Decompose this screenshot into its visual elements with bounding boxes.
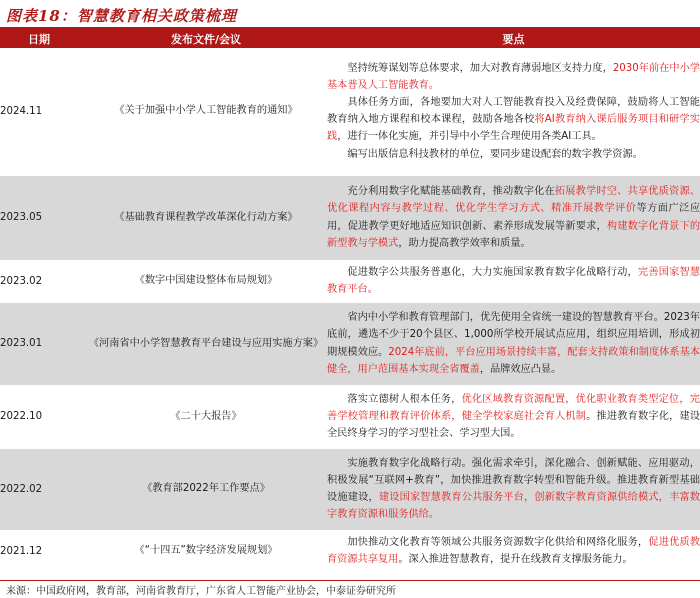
table-header-row — [0, 29, 700, 48]
point-text: 具体任务方面，各地要加大对人工智能教育投入及经费保障，鼓励将人工智能教育纳入地方课程和校本课程，鼓励各地各校 — [327, 97, 700, 126]
highlighted-text: 完善国家智慧教育平台。 — [327, 266, 700, 295]
row-document: 《教育部2022年工作要点》 — [85, 448, 327, 530]
row-document: 《数字中国建设整体布局规划》 — [85, 260, 327, 302]
row-date: 2024.11 — [0, 48, 85, 175]
key-point-paragraph — [327, 94, 700, 146]
point-text: 编写出版信息科技教材的单位，要同步建设配套的数字教学资源。 — [347, 148, 643, 160]
row-document: 《河南省中小学智慧教育平台建设与应用实施方案》 — [85, 302, 327, 385]
point-text: 等方面广泛应用，促进教学更好地适应知识创新、素养形成发展等新要求， — [327, 203, 700, 232]
row-document: 《二十大报告》 — [85, 385, 327, 448]
highlighted-text: 2030年前在中小学基本普及人工智能教育。 — [327, 62, 700, 91]
highlighted-text: 建设国家智慧教育公共服务平台，创新数字教育资源供给模式，丰富数字教育资源和服务供给。 — [327, 492, 700, 521]
highlighted-text: 构建数字化背景下的新型教与学模式 — [327, 220, 700, 249]
row-date: 2022.02 — [0, 448, 85, 530]
header-doc: 发布文件/会议 — [85, 29, 327, 48]
key-point-paragraph — [327, 534, 700, 568]
point-text: 。深入推进智慧教育，提升在线教育支撑服务能力。 — [398, 554, 633, 565]
highlighted-text: 促进优质教育资源共享复用 — [327, 536, 700, 565]
row-date: 2022.10 — [0, 385, 85, 448]
row-date: 2021.12 — [0, 530, 85, 572]
point-text: 省内中小学和教育管理部门，优先使用全省统一建设的智慧教育平台。2023年底前，遴选不少于20个县区、1,000所学校开展试点应用，组织应用培训，形成初期规模效应。 — [327, 312, 700, 358]
row-points — [327, 385, 700, 448]
highlighted-text: 2024年底前，平台应用场景持续丰富，配套支持政策和制度体系基本健全，用户范围基本实现全省覆盖 — [327, 346, 700, 375]
key-point-paragraph — [327, 391, 700, 443]
row-points — [327, 530, 700, 572]
table-row — [0, 175, 700, 260]
row-date: 2023.01 — [0, 302, 85, 385]
row-date: 2023.05 — [0, 175, 85, 260]
table-row — [0, 530, 700, 572]
key-point-paragraph — [327, 183, 700, 252]
row-points — [327, 175, 700, 260]
highlighted-text: 拓展教学时空、共享优质资源、优化课程内容与教学过程、优化学生学习方式、精准开展教学评价 — [327, 186, 700, 215]
key-point-paragraph — [327, 264, 700, 298]
point-text: 。推进教育数字化，建设全民终身学习的学习型社会、学习型大国。 — [327, 410, 700, 440]
row-document: 《基础教育课程教学改革深化行动方案》 — [85, 175, 327, 260]
key-point-paragraph — [327, 60, 700, 94]
row-points — [327, 302, 700, 385]
row-document: 《“十四五”数字经济发展规划》 — [85, 530, 327, 572]
policy-table — [0, 29, 700, 573]
table-row — [0, 260, 700, 302]
point-text: 落实立德树人根本任务， — [347, 393, 462, 405]
key-point-paragraph — [327, 455, 700, 524]
row-points — [327, 260, 700, 302]
row-points — [327, 448, 700, 530]
table-row — [0, 385, 700, 448]
source-note: 来源：中国政府网，教育部，河南省教育厅，广东省人工智能产业协会，中泰证券研究所 — [6, 586, 396, 597]
point-text: 实施教育数字化战略行动。强化需求牵引，深化融合、创新赋能、应用驱动，积极发展“互联网+教育”，加快推进教育数字转型和智能升级。推进教育新型基础设施建设， — [327, 457, 700, 503]
point-text: 加快推动文化教育等领域公共服务资源数字化供给和网络化服务， — [347, 536, 649, 548]
point-text: 促进数字公共服务普惠化，大力实施国家教育数字化战略行动， — [347, 266, 638, 278]
header-date: 日期 — [0, 29, 85, 48]
header-points: 要点 — [327, 29, 700, 48]
point-text: 坚持统筹谋划等总体要求，加大对教育薄弱地区支持力度， — [347, 62, 613, 74]
highlighted-text: 将AI教育纳入课后服务项目和研学实践 — [327, 114, 700, 143]
point-text: 充分利用数字化赋能基础教育，推动数字化在 — [347, 186, 555, 198]
point-text: ，进行一体化实施，并引导中小学生合理使用各类AI工具。 — [337, 131, 602, 143]
table-row — [0, 302, 700, 385]
key-point-paragraph — [327, 146, 700, 163]
point-text: ，助力提高教学效率和质量。 — [398, 237, 531, 249]
key-point-paragraph — [327, 309, 700, 378]
page-title: 图表18：智慧教育相关政策梳理 — [6, 7, 237, 25]
row-date: 2023.02 — [0, 260, 85, 302]
row-document: 《关于加强中小学人工智能教育的通知》 — [85, 48, 327, 175]
source-rule — [0, 580, 700, 581]
highlighted-text: 优化区域教育资源配置，优化职业教育类型定位，完善学校管理和教育评价体系，健全学校家庭社会育人机制 — [327, 393, 700, 422]
table-row — [0, 448, 700, 530]
table-row — [0, 48, 700, 175]
row-points — [327, 48, 700, 175]
point-text: ，品牌效应凸显。 — [479, 363, 562, 375]
